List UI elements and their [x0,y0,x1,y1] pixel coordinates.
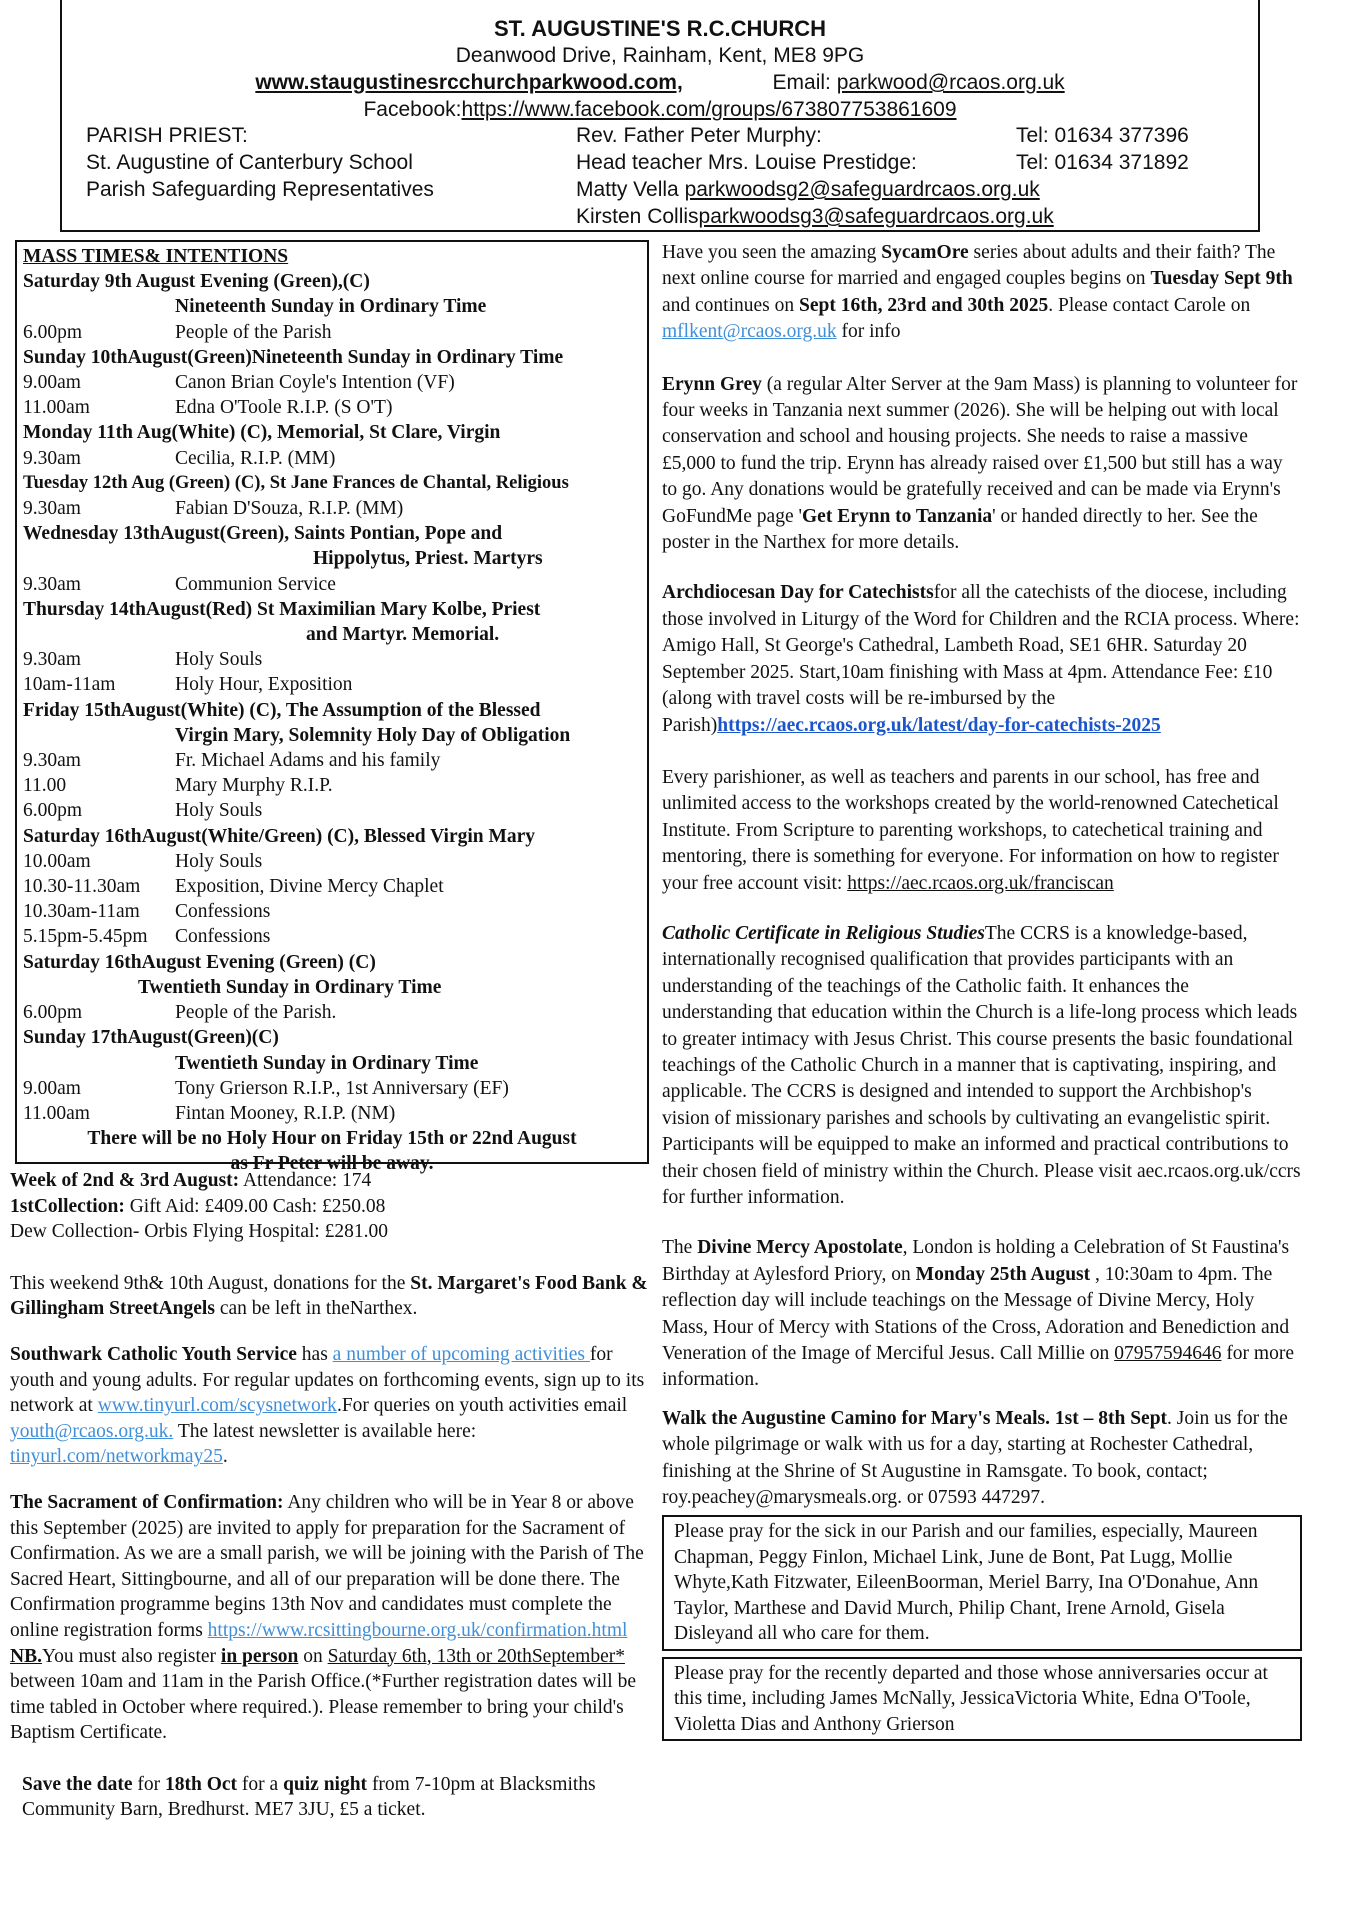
mass-row: 9.30am Fr. Michael Adams and his family [23,750,441,772]
mass-row: 11.00am Edna O'Toole R.I.P. (S O'T) [23,397,393,419]
sycamore-notice: Have you seen the amazing SycamOre series about adults and their faith? The next online course for married and engaged couples begins on Tuesday Sept 9th and continues on Sept 16th, 23rd and 30th 2025. Please contact Carole on mflkent@rcaos.org.uk for info [662,242,1293,343]
nb-notice: NB.You must also register in person on Saturday 6th, 13th or 20thSeptember* between 10am and 11am in the Parish Office.(*Further registration dates will be time tabled in October where required.). Please remember to bring your child's Baptism Certificate. [10,1645,636,1744]
day-heading: Wednesday 13thAugust(Green), Saints Pontian, Pope and [23,523,503,545]
catechists-notice: Archdiocesan Day for Catechistsfor all the catechists of the diocese, including those involved in Liturgy of the Word for Children and the RCIA process. Where: Amigo Hall, St George's Cathedral, Lambeth Road, SE1 6HR. Saturday 20 September 2025. Start,10am finishing with Mass at 4pm. Attendance Fee: £10 (along with travel costs will be re-imbursed by the Parish)https://aec.rcaos.org.uk/latest/day-for-catechists-2025 [662,582,1300,736]
confirmation-link[interactable]: https://www.rcsittingbourne.org.uk/confirmation.html [207,1619,628,1641]
facebook-label: Facebook: [363,98,462,121]
day-heading: Tuesday 12th Aug (Green) (C), St Jane Frances de Chantal, Religious [23,472,569,493]
mass-row: 10.00am Holy Souls [23,850,263,872]
mass-row: 11.00 Mary Murphy R.I.P. [23,775,333,797]
church-title: ST. AUGUSTINE'S R.C.CHURCH [494,16,826,41]
contact-row [86,176,1216,203]
franciscan-link[interactable]: https://aec.rcaos.org.uk/franciscan [847,872,1114,894]
mass-times-box [15,240,649,1175]
day-subheading: Hippolytus, Priest. Martyrs [313,548,543,570]
mass-row: 10.30-11.30am Exposition, Divine Mercy Chaplet [23,876,444,898]
day-subheading: Nineteenth Sunday in Ordinary Time [175,296,487,318]
website-link[interactable]: www.staugustinesrcchurchparkwood.com, [255,71,683,94]
contact-person: Matty Vella parkwoodsg2@safeguardrcaos.org.uk [576,178,1040,201]
mass-row: 9.30am Communion Service [23,573,336,595]
day-heading: Saturday 16thAugust(White/Green) (C), Blessed Virgin Mary [23,825,536,847]
ccrs-notice: Catholic Certificate in Religious StudiesThe CCRS is a knowledge-based, internationally recognised qualification that provides participants with an understanding of the teachings of the Catholic faith. It enhances the understanding that education within the Church is a life-long process which leads to greater intimacy with Jesus Christ. This course presents the basic foundational teachings of the Catholic Church in a manner that is captivating, inspiring, and applicable. The CCRS is designed and intended to support the Archbishop's vision of missionary parishes and schools by cultivating an evangelistic spirit. Participants will be equipped to make an informed and practical contributions to their chosen field of ministry within the Church. Please visit aec.rcaos.org.uk/ccrs for further information. [662,922,1301,1208]
mass-row: 10.30am-11am Confessions [23,901,271,923]
contact-row [86,122,1216,149]
activities-link[interactable]: a number of upcoming activities [332,1343,590,1365]
divine-mercy-notice: The Divine Mercy Apostolate, London is holding a Celebration of St Faustina's Birthday at Aylesford Priory, on Monday 25th August , 10:30am to 4pm. The reflection day will include teachings on the Message of Divine Mercy, Holy Mass, Hour of Mercy with Stations of the Cross, Adoration and Benediction and Veneration of the Image of Merciful Jesus. Call Millie on 07957594646 for more information. [662,1237,1294,1391]
day-heading: Sunday 10thAugust(Green)Nineteenth Sunday in Ordinary Time [23,346,564,368]
contact-person: Kirsten Collisparkwoodsg3@safeguardrcaos.org.uk [576,205,1054,228]
day-heading: Thursday 14thAugust(Red) St Maximilian Mary Kolbe, Priest [23,598,541,620]
catechetical-institute-notice: Every parishioner, as well as teachers and parents in our school, has free and unlimited access to the workshops created by the world-renowned Catechetical Institute. From Scripture to parenting workshops, to catechetical training and mentoring, there is something for everyone. For information on how to register your free account visit: https://aec.rcaos.org.uk/franciscan [662,766,1279,894]
camino-notice: Walk the Augustine Camino for Mary's Meals. 1st – 8th Sept. Join us for the whole pilgrimage or walk with us for a day, starting at Rochester Cathedral, finishing at the Shrine of St Augustine in Ramsgate. To book, contact; roy.peachey@marysmeals.org. or 07593 447297. [662,1407,1288,1509]
attendance: Week of 2nd & 3rd August: Attendance: 174 [10,1170,372,1191]
catechists-link[interactable]: https://aec.rcaos.org.uk/latest/day-for-catechists-2025 [717,714,1161,736]
contact-tel: Tel: 01634 377396 [1016,124,1189,147]
contact-grid [86,122,1216,230]
holy-hour-notice: as Fr Peter will be away. [230,1153,434,1175]
right-notices [662,240,1302,1741]
day-subheading: and Martyr. Memorial. [306,624,500,646]
day-heading: Saturday 9th August Evening (Green),(C) [23,271,370,293]
contact-tel: Tel: 01634 371892 [1016,151,1189,174]
mass-row: 9.00am Tony Grierson R.I.P., 1st Anniversary (EF) [23,1077,509,1099]
church-address: Deanwood Drive, Rainham, Kent, ME8 9PG [455,44,865,67]
mass-row: 9.00am Canon Brian Coyle's Intention (VF) [23,372,455,394]
day-heading: Monday 11th Aug(White) (C), Memorial, St Clare, Virgin [23,422,501,444]
contact-person: Rev. Father Peter Murphy: [576,124,822,147]
millie-phone[interactable]: 07957594646 [1114,1343,1222,1365]
holy-hour-notice: There will be no Holy Hour on Friday 15th or 22nd August [87,1128,577,1150]
scys-network-link[interactable]: www.tinyurl.com/scysnetwork [97,1395,337,1417]
email-link[interactable]: parkwood@rcaos.org.uk [836,71,1065,94]
mass-row: 9.30am Fabian D'Souza, R.I.P. (MM) [23,498,404,520]
safeguard-email-link[interactable]: parkwoodsg2@safeguardrcaos.org.uk [684,178,1040,201]
contact-role: Parish Safeguarding Representatives [86,178,434,201]
dew-collection: Dew Collection- Orbis Flying Hospital: £281.00 [10,1221,389,1243]
day-subheading: Twentieth Sunday in Ordinary Time [138,976,442,998]
contact-role: PARISH PRIEST: [86,124,248,147]
prayer-sick-box: Please pray for the sick in our Parish and our families, especially, Maureen Chapman, Peggy Finlon, Michael Link, June de Bont, Pat Lugg, Mollie Whyte,Kath Fitzwater, EileenBoorman, Meriel Barry, Ina O'Donahue, Ann Taylor, Marthese and David Murch, Philip Chant, Irene Arnold, Gisela Disleyand all who care for them. [662,1515,1302,1651]
day-subheading: Virgin Mary, Solemnity Holy Day of Obligation [175,724,571,746]
collection: 1stCollection: Gift Aid: £409.00 Cash: £250.08 [10,1195,386,1217]
contact-role: St. Augustine of Canterbury School [86,151,413,174]
food-bank-notice: This weekend 9th& 10th August, donations for the St. Margaret's Food Bank & Gillingham StreetAngels can be left in theNarthex. [10,1272,648,1320]
mass-times-title: MASS TIMES& INTENTIONS [23,246,289,267]
safeguard-email-link[interactable]: parkwoodsg3@safeguardrcaos.org.uk [698,205,1054,228]
mass-row: 5.15pm-5.45pm Confessions [23,926,271,948]
mass-row: 6.00pm Holy Souls [23,800,263,822]
contact-row [86,149,1216,176]
contact-person: Head teacher Mrs. Louise Prestidge: [576,151,917,174]
newsletter-link[interactable]: tinyurl.com/networkmay25 [10,1446,223,1468]
youth-service-notice: Southwark Catholic Youth Service has a number of upcoming activities for youth and young adults. For regular updates on forthcoming events, sign up to its network at www.tinyurl.com/scysnetwork.For queries on youth activities email youth@rcaos.org.uk. The latest newsletter is available here: tinyurl.com/networkmay25. [10,1343,645,1468]
carole-email-link[interactable]: mflkent@rcaos.org.uk [662,321,837,343]
erynn-notice: Erynn Grey (a regular Alter Server at the 9am Mass) is planning to volunteer for four weeks in Tanzania next summer (2026). She will be helping out with local conservation and school and housing projects. She needs to raise a massive £5,000 to fund the trip. Erynn has already raised over £1,500 but still has a way to go. Any donations would be gratefully received and can be made via Erynn's GoFundMe page 'Get Erynn to Tanzania' or handed directly to her. See the poster in the Narthex for more details. [662,373,1298,554]
day-heading: Saturday 16thAugust Evening (Green) (C) [23,951,376,973]
mass-row: 6.00pm People of the Parish [23,321,332,343]
confirmation-notice: The Sacrament of Confirmation: Any children who will be in Year 8 or above this September (2025) are invited to apply for preparation for the Sacrament of Confirmation. As we are a small parish, we will be joining with the Parish of The Sacred Heart, Sittingbourne, and all of our preparation will be done there. The Confirmation programme begins 13th Nov and candidates must complete the online registration forms https://www.rcsittingbourne.org.uk/confirmation.html [10,1491,644,1641]
youth-email-link[interactable]: youth@rcaos.org.uk. [10,1420,174,1442]
mass-row: 9.30am Holy Souls [23,649,263,671]
email-label: Email: [772,71,831,94]
day-subheading: Twentieth Sunday in Ordinary Time [175,1052,479,1074]
mass-row: 9.30am Cecilia, R.I.P. (MM) [23,447,336,469]
mass-row: 10am-11am Holy Hour, Exposition [23,674,353,696]
facebook-line [62,96,1258,123]
day-heading: Sunday 17thAugust(Green)(C) [23,1027,279,1049]
day-heading: Friday 15thAugust(White) (C), The Assumption of the Blessed [23,699,541,721]
prayer-departed-box: Please pray for the recently departed and those whose anniversaries occur at this time, including James McNally, JessicaVictoria White, Edna O'Toole, Violetta Dias and Anthony Grierson [662,1657,1302,1742]
contact-line [62,69,1258,96]
mass-row: 6.00pm People of the Parish. [23,1002,337,1024]
parish-header [60,0,1260,232]
mass-row: 11.00am Fintan Mooney, R.I.P. (NM) [23,1102,396,1124]
left-notices [10,1168,650,1823]
facebook-link[interactable]: https://www.facebook.com/groups/673807753861609 [461,98,957,121]
contact-row [86,203,1216,230]
quiz-night-notice: Save the date for 18th Oct for a quiz night from 7-10pm at Blacksmiths Community Barn, Bredhurst. ME7 3JU, £5 a ticket. [22,1773,596,1821]
